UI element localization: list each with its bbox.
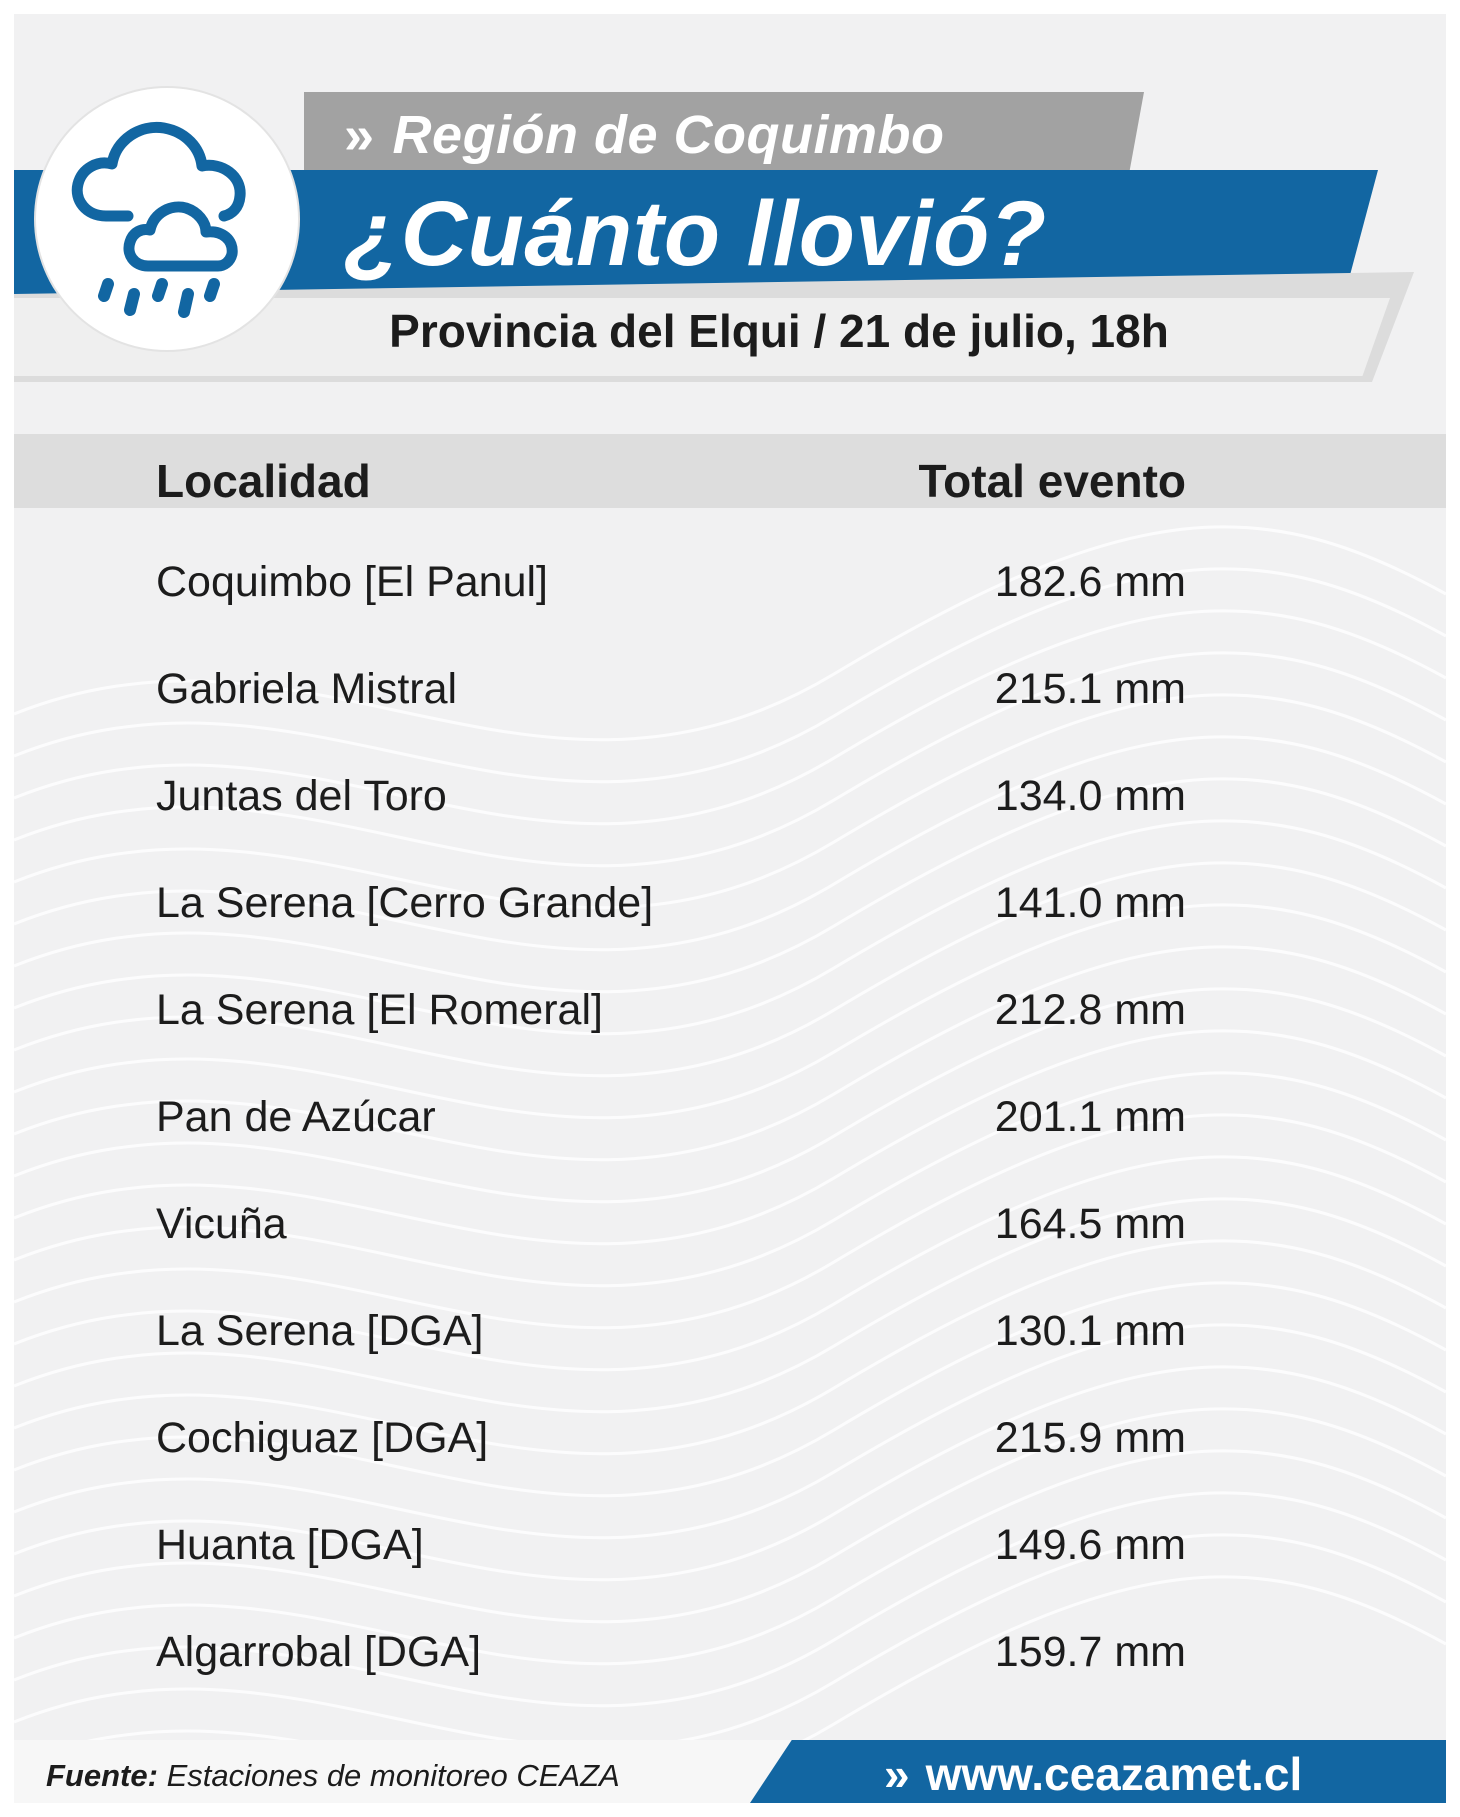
location-cell: Cochiguaz [DGA] [156,1414,489,1462]
table-row [14,1067,1446,1174]
location-cell: Coquimbo [El Panul] [156,558,548,606]
column-header-total: Total evento [918,455,1186,507]
total-cell: 130.1 mm [994,1307,1186,1355]
table-row [14,1602,1446,1709]
source-note [46,1758,620,1794]
location-cell: Pan de Azúcar [156,1093,436,1141]
table-row [14,1281,1446,1388]
location-cell: Gabriela Mistral [156,665,458,713]
table-row [14,1388,1446,1495]
table-row [14,960,1446,1067]
source-text: Estaciones de monitoreo CEAZA [166,1758,620,1793]
infographic-page [14,14,1446,1803]
chevron-right-icon: » [884,1748,910,1800]
website-url[interactable]: www.ceazamet.cl [925,1748,1303,1800]
location-cell: La Serena [El Romeral] [156,986,603,1034]
table-row [14,639,1446,746]
table-row [14,1495,1446,1602]
table-row [14,746,1446,853]
website-link[interactable] [884,1747,1302,1801]
page-title: ¿Cuánto llovió? [344,183,1047,285]
column-header-location: Localidad [156,455,371,507]
location-cell: Juntas del Toro [156,772,447,820]
rainfall-table [14,532,1446,1709]
total-cell: 212.8 mm [994,986,1186,1034]
location-cell: Vicuña [156,1200,287,1248]
chevron-right-icon: » [344,105,375,165]
location-cell: La Serena [DGA] [156,1307,484,1355]
total-cell: 215.9 mm [994,1414,1186,1462]
total-cell: 134.0 mm [994,772,1186,820]
location-cell: Algarrobal [DGA] [156,1628,482,1676]
rain-cloud-icon [36,88,298,350]
page-subtitle: Provincia del Elqui / 21 de julio, 18h [389,305,1169,357]
location-cell: Huanta [DGA] [156,1521,424,1569]
total-cell: 159.7 mm [994,1628,1186,1676]
total-cell: 149.6 mm [994,1521,1186,1569]
total-cell: 201.1 mm [994,1093,1186,1141]
region-label: Región de Coquimbo [392,105,945,165]
table-row [14,1174,1446,1281]
total-cell: 182.6 mm [994,558,1186,606]
total-cell: 164.5 mm [994,1200,1186,1248]
location-cell: La Serena [Cerro Grande] [156,879,654,927]
total-cell: 215.1 mm [994,665,1186,713]
table-row [14,532,1446,639]
total-cell: 141.0 mm [994,879,1186,927]
table-row [14,853,1446,960]
source-label: Fuente: [46,1758,158,1793]
region-heading [344,104,945,166]
